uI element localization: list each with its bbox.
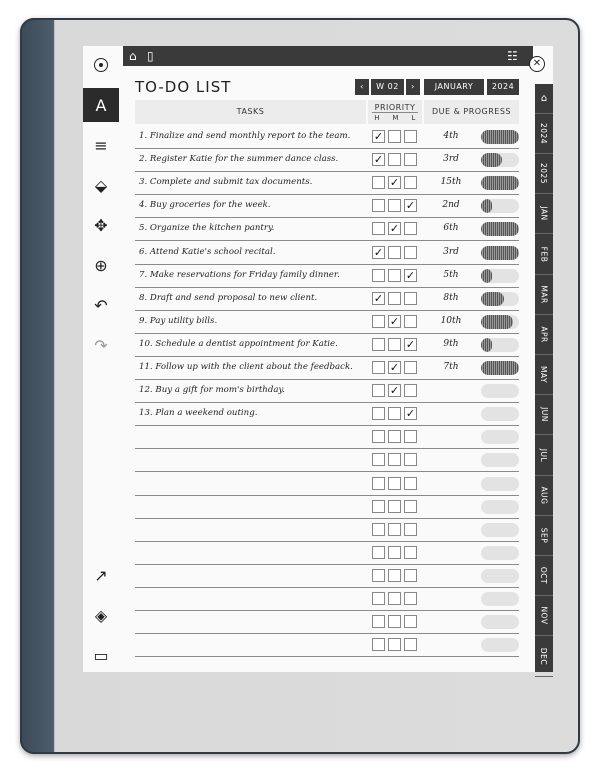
task-text[interactable]: 11. Follow up with the client about the feedback. [139, 362, 353, 372]
priority-l-checkbox[interactable] [404, 500, 417, 513]
priority-l-checkbox[interactable] [404, 569, 417, 582]
task-text[interactable]: 7. Make reservations for Friday family dinner. [139, 269, 340, 280]
task-text[interactable]: 4. Buy groceries for the week. [139, 200, 271, 211]
priority-l-checkbox[interactable]: ✓ [405, 268, 416, 282]
side-tab-label: FEB [539, 246, 549, 262]
priority-l-checkbox[interactable]: ✓ [405, 199, 416, 213]
priority-m-checkbox[interactable]: ✓ [389, 222, 400, 236]
priority-h-checkbox[interactable]: ✓ [373, 130, 384, 143]
priority-m-checkbox[interactable] [388, 638, 401, 651]
priority-l-checkbox[interactable] [404, 615, 417, 628]
priority-l-checkbox[interactable] [404, 638, 417, 651]
priority-m-checkbox[interactable] [388, 269, 401, 282]
progress-bar[interactable] [481, 176, 519, 190]
priority-h-checkbox[interactable] [372, 477, 385, 490]
progress-bar[interactable] [481, 569, 519, 583]
priority-m-label: M [392, 114, 399, 122]
progress-bar[interactable] [481, 384, 519, 398]
priority-h-checkbox[interactable] [372, 453, 385, 466]
progress-bar[interactable] [481, 222, 519, 236]
tasks-icon[interactable]: ☷ [507, 49, 518, 63]
table-row [135, 149, 519, 172]
table-row [135, 496, 519, 519]
task-text[interactable]: 1. Finalize and send monthly report to the team. [139, 131, 351, 141]
undo-icon[interactable]: ↶ [94, 295, 108, 315]
page-icon[interactable]: ▯ [147, 49, 154, 63]
priority-h-checkbox[interactable] [372, 615, 385, 628]
priority-m-checkbox[interactable] [388, 246, 401, 259]
table-row [135, 311, 519, 334]
priority-m-checkbox[interactable] [388, 569, 401, 582]
due-date[interactable]: 7th [443, 362, 459, 372]
due-date[interactable]: 8th [443, 292, 459, 303]
progress-bar[interactable] [481, 199, 519, 213]
priority-l-label: L [411, 114, 416, 122]
progress-fill [481, 269, 492, 283]
priority-l-checkbox[interactable] [404, 222, 417, 235]
side-tab[interactable] [535, 194, 553, 234]
priority-h-checkbox[interactable] [372, 315, 385, 328]
zoom-icon[interactable]: ⊕ [94, 255, 108, 275]
side-tab-label: JAN [539, 206, 549, 222]
table-row [135, 172, 519, 195]
priority-label: PRIORITY [372, 103, 418, 113]
table-row [135, 195, 519, 218]
priority-m-checkbox[interactable] [388, 407, 401, 420]
priority-l-checkbox[interactable] [404, 176, 417, 189]
progress-bar[interactable] [481, 453, 519, 467]
progress-bar[interactable] [481, 615, 519, 629]
priority-h-checkbox[interactable] [372, 430, 385, 443]
table-row [135, 634, 519, 657]
priority-m-checkbox[interactable] [388, 546, 401, 559]
side-tab-label: APR [539, 326, 549, 343]
pen-icon[interactable]: A [83, 88, 119, 122]
side-tab-label: MAY [539, 366, 549, 384]
priority-h-checkbox[interactable] [372, 546, 385, 559]
close-icon[interactable]: ✕ [529, 56, 545, 72]
lines-icon[interactable]: ≡ [94, 135, 108, 155]
table-row [135, 380, 519, 403]
table-row [135, 473, 519, 496]
side-tab[interactable] [535, 476, 553, 516]
progress-bar[interactable] [481, 592, 519, 606]
priority-l-checkbox[interactable]: ✓ [405, 337, 416, 351]
task-text[interactable]: 13. Plan a weekend outing. [139, 408, 258, 419]
side-tab[interactable] [535, 556, 553, 596]
priority-l-checkbox[interactable] [404, 130, 417, 143]
progress-fill [481, 315, 513, 329]
progress-bar[interactable] [481, 315, 519, 329]
top-bar [123, 46, 533, 66]
progress-bar[interactable] [481, 153, 519, 167]
priority-h-checkbox[interactable] [372, 384, 385, 397]
priority-l-checkbox[interactable] [404, 384, 417, 397]
priority-m-checkbox[interactable] [388, 615, 401, 628]
progress-fill [481, 176, 519, 190]
side-tab-label: 2024 [539, 122, 549, 145]
task-text[interactable]: 6. Attend Katie's school recital. [139, 246, 276, 257]
priority-h-checkbox[interactable] [372, 569, 385, 582]
progress-fill [481, 153, 502, 167]
priority-m-checkbox[interactable]: ✓ [389, 176, 400, 190]
table-row [135, 542, 519, 565]
priority-m-checkbox[interactable] [388, 592, 401, 605]
progress-fill [481, 199, 492, 213]
priority-h-checkbox[interactable] [372, 638, 385, 651]
move-icon[interactable]: ✥ [94, 215, 108, 235]
priority-l-checkbox[interactable] [404, 453, 417, 466]
year-button[interactable]: 2024 [487, 79, 519, 95]
priority-m-checkbox[interactable]: ✓ [389, 314, 400, 328]
due-date[interactable]: 5th [443, 269, 459, 280]
priority-h-label: H [374, 114, 380, 122]
side-tab[interactable] [535, 114, 553, 154]
priority-h-checkbox[interactable] [372, 222, 385, 235]
table-row [135, 126, 519, 149]
due-date[interactable]: 4th [443, 131, 459, 141]
home-icon[interactable]: ⌂ [129, 49, 137, 63]
priority-h-checkbox[interactable] [372, 199, 385, 212]
eraser-icon[interactable]: ⬙ [94, 175, 108, 195]
tasks-header: TASKS [135, 100, 366, 124]
priority-h-checkbox[interactable] [372, 338, 385, 351]
progress-fill [481, 130, 519, 144]
table-row [135, 288, 519, 311]
progress-fill [481, 338, 492, 352]
priority-m-checkbox[interactable] [388, 338, 401, 351]
priority-levels [368, 113, 422, 123]
progress-fill [481, 361, 519, 375]
table-row [135, 334, 519, 357]
progress-bar[interactable] [481, 430, 519, 444]
table-row [135, 588, 519, 611]
table-row [135, 611, 519, 634]
progress-bar[interactable] [481, 546, 519, 560]
priority-m-checkbox[interactable]: ✓ [389, 384, 400, 398]
export-icon[interactable]: ↗ [94, 565, 108, 585]
due-date[interactable]: 9th [443, 338, 459, 349]
priority-m-checkbox[interactable] [388, 453, 401, 466]
prev-week-button[interactable]: ‹ [355, 79, 369, 95]
due-date[interactable]: 2nd [442, 200, 460, 211]
task-text[interactable]: 10. Schedule a dentist appointment for Katie. [139, 338, 338, 349]
task-text[interactable]: 8. Draft and send proposal to new client. [139, 292, 318, 303]
due-date[interactable]: 10th [440, 315, 462, 326]
due-date[interactable]: 6th [443, 223, 459, 234]
table-row [135, 403, 519, 426]
side-tab-label: MAR [539, 285, 549, 304]
menu-icon[interactable] [94, 58, 108, 72]
priority-h-checkbox[interactable] [372, 269, 385, 282]
side-tab-label: 2025 [539, 163, 549, 185]
priority-h-checkbox[interactable]: ✓ [373, 153, 384, 167]
progress-bar[interactable] [481, 338, 519, 352]
priority-m-checkbox[interactable] [388, 130, 401, 143]
task-text[interactable]: 3. Complete and submit tax documents. [139, 177, 313, 188]
priority-h-checkbox[interactable] [372, 176, 385, 189]
side-tab[interactable] [535, 235, 553, 275]
side-tab[interactable] [535, 596, 553, 636]
month-button[interactable]: JANUARY [424, 79, 484, 95]
priority-l-checkbox[interactable] [404, 546, 417, 559]
priority-l-checkbox[interactable] [404, 477, 417, 490]
side-tab[interactable] [535, 315, 553, 355]
layers-icon[interactable]: ◈ [94, 605, 108, 625]
priority-l-checkbox[interactable] [404, 292, 417, 305]
redo-icon[interactable]: ↷ [94, 335, 108, 355]
progress-bar[interactable] [481, 292, 519, 306]
table-row [135, 242, 519, 265]
progress-fill [481, 246, 519, 260]
priority-m-checkbox[interactable] [388, 199, 401, 212]
side-tab[interactable] [535, 395, 553, 435]
priority-m-checkbox[interactable] [388, 500, 401, 513]
side-tab[interactable] [535, 436, 553, 476]
document-icon[interactable]: ▭ [93, 645, 109, 665]
priority-m-checkbox[interactable]: ✓ [389, 361, 400, 374]
task-text[interactable]: 5. Organize the kitchen pantry. [139, 223, 275, 234]
side-tab-label: SEP [539, 527, 549, 544]
priority-l-checkbox[interactable] [404, 315, 417, 328]
progress-bar[interactable] [481, 500, 519, 514]
priority-h-checkbox[interactable] [372, 361, 385, 374]
priority-l-checkbox[interactable] [404, 430, 417, 443]
progress-bar[interactable] [481, 477, 519, 491]
page-title: TO-DO LIST [135, 78, 232, 96]
priority-m-checkbox[interactable] [388, 430, 401, 443]
task-text[interactable]: 12. Buy a gift for mom's birthday. [139, 385, 285, 396]
task-text[interactable]: 2. Register Katie for the summer dance class. [139, 154, 339, 165]
priority-l-checkbox[interactable]: ✓ [405, 407, 416, 421]
progress-fill [481, 292, 504, 306]
progress-bar[interactable] [481, 246, 519, 260]
progress-bar[interactable] [481, 269, 519, 283]
due-date[interactable]: 3rd [443, 154, 459, 165]
side-tab-label: DEC [539, 647, 549, 665]
priority-h-checkbox[interactable] [372, 407, 385, 420]
priority-h-checkbox[interactable] [372, 523, 385, 536]
priority-h-checkbox[interactable] [372, 592, 385, 605]
priority-m-checkbox[interactable] [388, 477, 401, 490]
side-tab-label: NOV [539, 606, 549, 625]
side-tab[interactable] [535, 637, 553, 677]
side-tab[interactable] [535, 275, 553, 315]
priority-header [368, 100, 422, 124]
side-tab-label: OCT [539, 567, 549, 585]
due-date[interactable]: 3rd [443, 246, 459, 257]
priority-m-checkbox[interactable] [388, 292, 401, 305]
progress-bar[interactable] [481, 130, 519, 144]
due-date[interactable]: 15th [440, 177, 462, 188]
priority-m-checkbox[interactable] [388, 153, 401, 166]
side-tab[interactable] [535, 154, 553, 194]
side-tab[interactable] [535, 516, 553, 556]
priority-h-checkbox[interactable]: ✓ [373, 245, 384, 259]
progress-bar[interactable] [481, 407, 519, 421]
priority-l-checkbox[interactable] [404, 592, 417, 605]
due-progress-header: DUE & PROGRESS [424, 100, 519, 124]
priority-l-checkbox[interactable] [404, 523, 417, 536]
side-tab-label: JUL [539, 448, 549, 462]
table-row [135, 357, 519, 380]
table-row [135, 218, 519, 241]
priority-l-checkbox[interactable] [404, 153, 417, 166]
side-tab[interactable] [535, 355, 553, 395]
priority-m-checkbox[interactable] [388, 523, 401, 536]
task-text[interactable]: 9. Pay utility bills. [139, 315, 218, 326]
side-tab-label: AUG [539, 486, 549, 505]
home-tab-icon[interactable]: ⌂ [535, 84, 553, 114]
priority-h-checkbox[interactable]: ✓ [373, 291, 384, 305]
progress-bar[interactable] [481, 638, 519, 652]
week-label[interactable]: W 02 [371, 79, 404, 95]
table-row [135, 519, 519, 542]
table-row [135, 565, 519, 588]
table-row [135, 265, 519, 288]
progress-bar[interactable] [481, 361, 519, 375]
progress-bar[interactable] [481, 523, 519, 537]
next-week-button[interactable]: › [406, 79, 420, 95]
left-toolbar [83, 84, 119, 672]
priority-h-checkbox[interactable] [372, 500, 385, 513]
table-row [135, 449, 519, 472]
priority-l-checkbox[interactable] [404, 246, 417, 259]
side-tab-label: JUN [539, 407, 549, 423]
priority-l-checkbox[interactable] [404, 361, 417, 374]
table-row [135, 426, 519, 449]
progress-fill [481, 222, 519, 236]
